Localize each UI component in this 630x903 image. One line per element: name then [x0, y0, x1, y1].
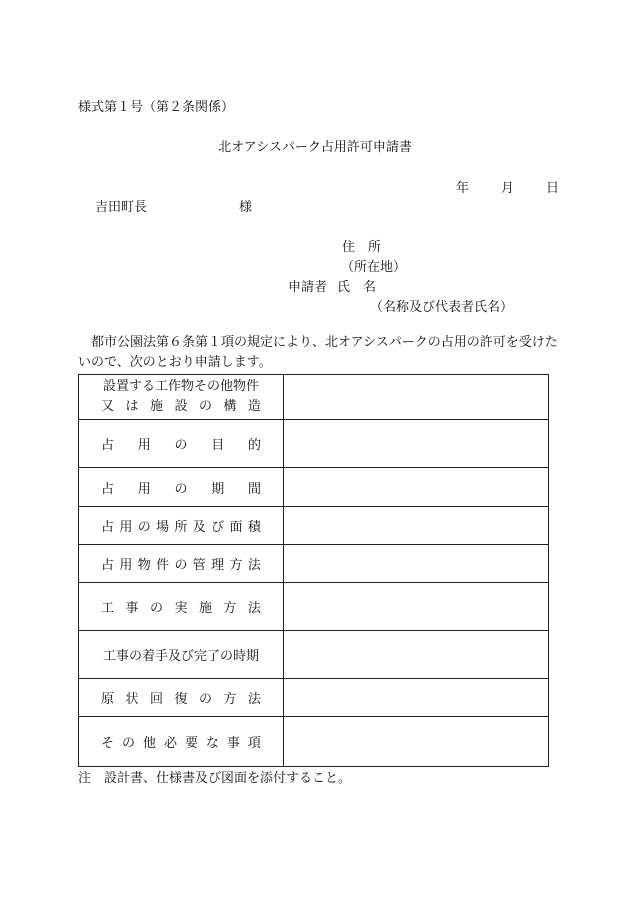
applicant-label: 申請者	[288, 280, 328, 295]
row-value-field[interactable]	[284, 631, 549, 679]
label-char: 施	[149, 399, 163, 414]
label-char: 積	[247, 520, 261, 535]
label-char: 的	[247, 438, 261, 453]
label-char: 造	[247, 399, 261, 414]
table-row	[79, 631, 549, 679]
label-char: の	[149, 601, 163, 616]
label-char: 工	[101, 601, 115, 616]
date-line	[456, 177, 559, 196]
row-label-line2	[99, 397, 263, 417]
row-value-field[interactable]	[284, 583, 549, 631]
row-value-field[interactable]	[284, 507, 549, 545]
row-label	[79, 583, 284, 631]
label-char: び	[211, 520, 225, 535]
row-label	[79, 717, 284, 767]
table-row	[79, 507, 549, 545]
table-row	[79, 420, 549, 468]
label-char: 間	[247, 481, 261, 497]
table-row	[79, 375, 549, 420]
addressee	[95, 196, 252, 215]
row-label: 工事の着手及び完了の時期	[79, 631, 284, 679]
body-paragraph: 都市公園法第６条第１項の規定により、北オアシスパークの占用の許可を受けたいので、次のとおり申請します。	[78, 335, 558, 370]
body-text	[78, 333, 558, 373]
table-row	[79, 717, 549, 767]
label-char: 用	[137, 481, 151, 497]
label-char: 用	[137, 438, 151, 453]
year-label: 年	[456, 181, 470, 196]
label-char: 事	[226, 736, 240, 751]
row-value-field[interactable]	[284, 420, 549, 468]
label-char: 原	[101, 692, 115, 707]
label-char: 目	[211, 438, 225, 453]
row-label-line1: 設置する工作物その他物件	[102, 379, 259, 394]
label-char: 及	[192, 520, 206, 535]
row-label	[79, 375, 284, 420]
label-char: 回	[149, 692, 163, 707]
label-char: 用	[119, 520, 133, 535]
label-char: の	[174, 438, 188, 453]
document-title: 北オアシスパーク占用許可申請書	[218, 140, 412, 155]
row-value-field[interactable]	[284, 717, 549, 767]
label-char: 項	[247, 736, 261, 751]
label-char: 設	[174, 399, 188, 414]
label-char: 又	[101, 399, 115, 414]
label-char: 事	[125, 601, 139, 616]
label-char: 方	[229, 558, 243, 573]
applicant-row	[288, 276, 376, 295]
label-char: 件	[156, 558, 170, 573]
address-label: 住 所	[342, 240, 382, 255]
label-char: の	[174, 481, 188, 497]
label-char: 他	[142, 736, 156, 751]
table-row	[79, 468, 549, 507]
name-label: 氏 名	[337, 280, 377, 295]
label-char: 占	[101, 481, 115, 497]
label-char: 方	[223, 692, 237, 707]
label-char: そ	[101, 736, 115, 751]
month-label: 月	[501, 181, 515, 196]
row-label	[79, 507, 284, 545]
row-value-field[interactable]	[284, 545, 549, 583]
addressee-honorific: 様	[239, 200, 253, 215]
attachment-note: 注 設計書、仕様書及び図面を添付すること。	[78, 771, 352, 786]
label-char: の	[121, 736, 135, 751]
label-char: 占	[101, 558, 115, 573]
row-value-field[interactable]	[284, 375, 549, 420]
label-char: 構	[223, 399, 237, 414]
label-char: 面	[229, 520, 243, 535]
label-char: 管	[192, 558, 206, 573]
label-char: 占	[101, 438, 115, 453]
row-label	[79, 545, 284, 583]
name-sublabel: （名称及び代表者氏名）	[370, 300, 514, 315]
table-row	[79, 545, 549, 583]
label-char: 実	[174, 601, 188, 616]
label-char: は	[125, 399, 139, 414]
table-row	[79, 583, 549, 631]
label-char: 復	[174, 692, 188, 707]
row-label	[79, 420, 284, 468]
row-label	[79, 679, 284, 717]
label-char: 用	[119, 558, 133, 573]
label-char: な	[205, 736, 219, 751]
label-char: 法	[247, 558, 261, 573]
label-char: の	[174, 558, 188, 573]
label-char: 理	[211, 558, 225, 573]
label-char: 状	[125, 692, 139, 707]
label-char: の	[137, 520, 151, 535]
label-char: 要	[184, 736, 198, 751]
label-char: の	[198, 692, 212, 707]
application-table	[78, 374, 549, 767]
form-number: 様式第１号（第２条関係）	[78, 100, 235, 115]
label-char: 方	[223, 601, 237, 616]
label-char: 物	[137, 558, 151, 573]
row-label	[79, 468, 284, 507]
addressee-name: 吉田町長	[95, 200, 148, 215]
row-value-field[interactable]	[284, 679, 549, 717]
label-char: 所	[174, 520, 188, 535]
row-value-field[interactable]	[284, 468, 549, 507]
day-label: 日	[546, 181, 560, 196]
label-char: の	[198, 399, 212, 414]
label-char: 場	[156, 520, 170, 535]
label-char: 法	[247, 692, 261, 707]
address-sublabel: （所在地）	[341, 260, 407, 275]
label-char: 占	[101, 520, 115, 535]
label-char: 必	[163, 736, 177, 751]
label-char: 法	[247, 601, 261, 616]
label-char: 施	[198, 601, 212, 616]
label-char: 期	[211, 481, 225, 497]
table-row	[79, 679, 549, 717]
